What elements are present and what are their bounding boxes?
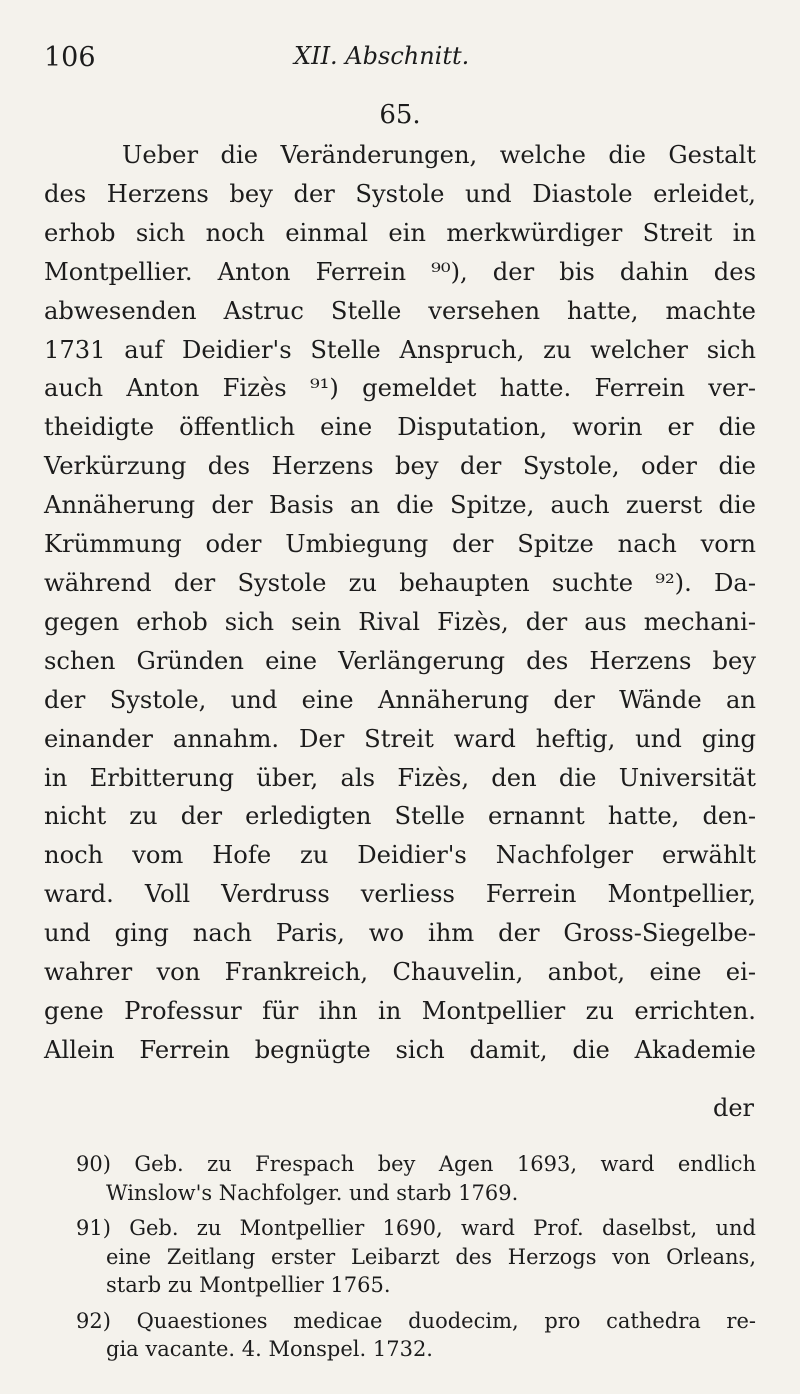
text-line: Annäherung der Basis an die Spitze, auch zuerst die	[44, 491, 756, 520]
catchword: der	[712, 1094, 754, 1122]
text-line: Krümmung oder Umbiegung der Spitze nach vorn	[44, 530, 756, 559]
text-line: ward. Voll Verdruss verliess Ferrein Montpellier,	[44, 880, 756, 909]
text-line: noch vom Hofe zu Deidier's Nachfolger erwählt	[44, 841, 756, 870]
text-line: nicht zu der erledigten Stelle ernannt hatte, den-	[44, 802, 756, 831]
page-number: 106	[44, 42, 96, 73]
footnote-line: 91) Geb. zu Montpellier 1690, ward Prof. daselbst, und	[76, 1216, 756, 1240]
text-line: während der Systole zu behaupten suchte ⁹²). Da-	[44, 568, 756, 597]
footnote-91	[76, 1214, 756, 1300]
text-line: einander annahm. Der Streit ward heftig, und ging	[44, 724, 756, 753]
text-line: gegen erhob sich sein Rival Fizès, der aus mechani-	[44, 607, 756, 636]
text-line: wahrer von Frankreich, Chauvelin, anbot, eine ei-	[44, 958, 756, 987]
footnote-line: Winslow's Nachfolger. und starb 1769.	[106, 1180, 519, 1205]
text-line: des Herzens bey der Systole und Diastole erleidet,	[44, 179, 756, 208]
running-title: XII. Abschnitt.	[294, 42, 470, 70]
text-line: in Erbitterung über, als Fizès, den die Universität	[44, 763, 756, 792]
footnotes	[76, 1150, 756, 1371]
text-line: gene Professur für ihn in Montpellier zu errichten.	[44, 996, 756, 1025]
text-line: und ging nach Paris, wo ihm der Gross-Siegelbe-	[44, 919, 756, 948]
text-line: Ueber die Veränderungen, welche die Gestalt	[122, 141, 756, 169]
section-number: 65.	[379, 100, 421, 130]
text-line: Verkürzung des Herzens bey der Systole, oder die	[44, 452, 756, 481]
text-line: erhob sich noch einmal ein merkwürdiger Streit in	[44, 218, 756, 247]
text-line: Montpellier. Anton Ferrein ⁹⁰), der bis dahin des	[44, 257, 756, 286]
main-text	[44, 136, 756, 1070]
text-line: auch Anton Fizès ⁹¹) gemeldet hatte. Ferrein ver-	[44, 374, 756, 403]
page-header	[44, 42, 740, 82]
footnote-line: 90) Geb. zu Frespach bey Agen 1693, ward endlich	[76, 1152, 756, 1176]
footnote-line: 92) Quaestiones medicae duodecim, pro cathedra re-	[76, 1308, 756, 1333]
footnote-line: eine Zeitlang erster Leibarzt des Herzogs von Orleans,	[106, 1244, 756, 1269]
footnote-line: gia vacante. 4. Monspel. 1732.	[106, 1337, 433, 1361]
text-line: Allein Ferrein begnügte sich damit, die Akademie	[44, 1035, 756, 1064]
footnote-92	[76, 1307, 756, 1364]
footnote-line: starb zu Montpellier 1765.	[106, 1273, 391, 1297]
text-line: der Systole, und eine Annäherung der Wände an	[44, 685, 756, 714]
text-line: 1731 auf Deidier's Stelle Anspruch, zu welcher sich	[44, 335, 756, 364]
text-line: schen Gründen eine Verlängerung des Herzens bey	[44, 646, 756, 675]
footnote-90	[76, 1150, 756, 1207]
text-line: theidigte öffentlich eine Disputation, worin er die	[44, 413, 756, 442]
text-line: abwesenden Astruc Stelle versehen hatte, machte	[44, 296, 756, 325]
